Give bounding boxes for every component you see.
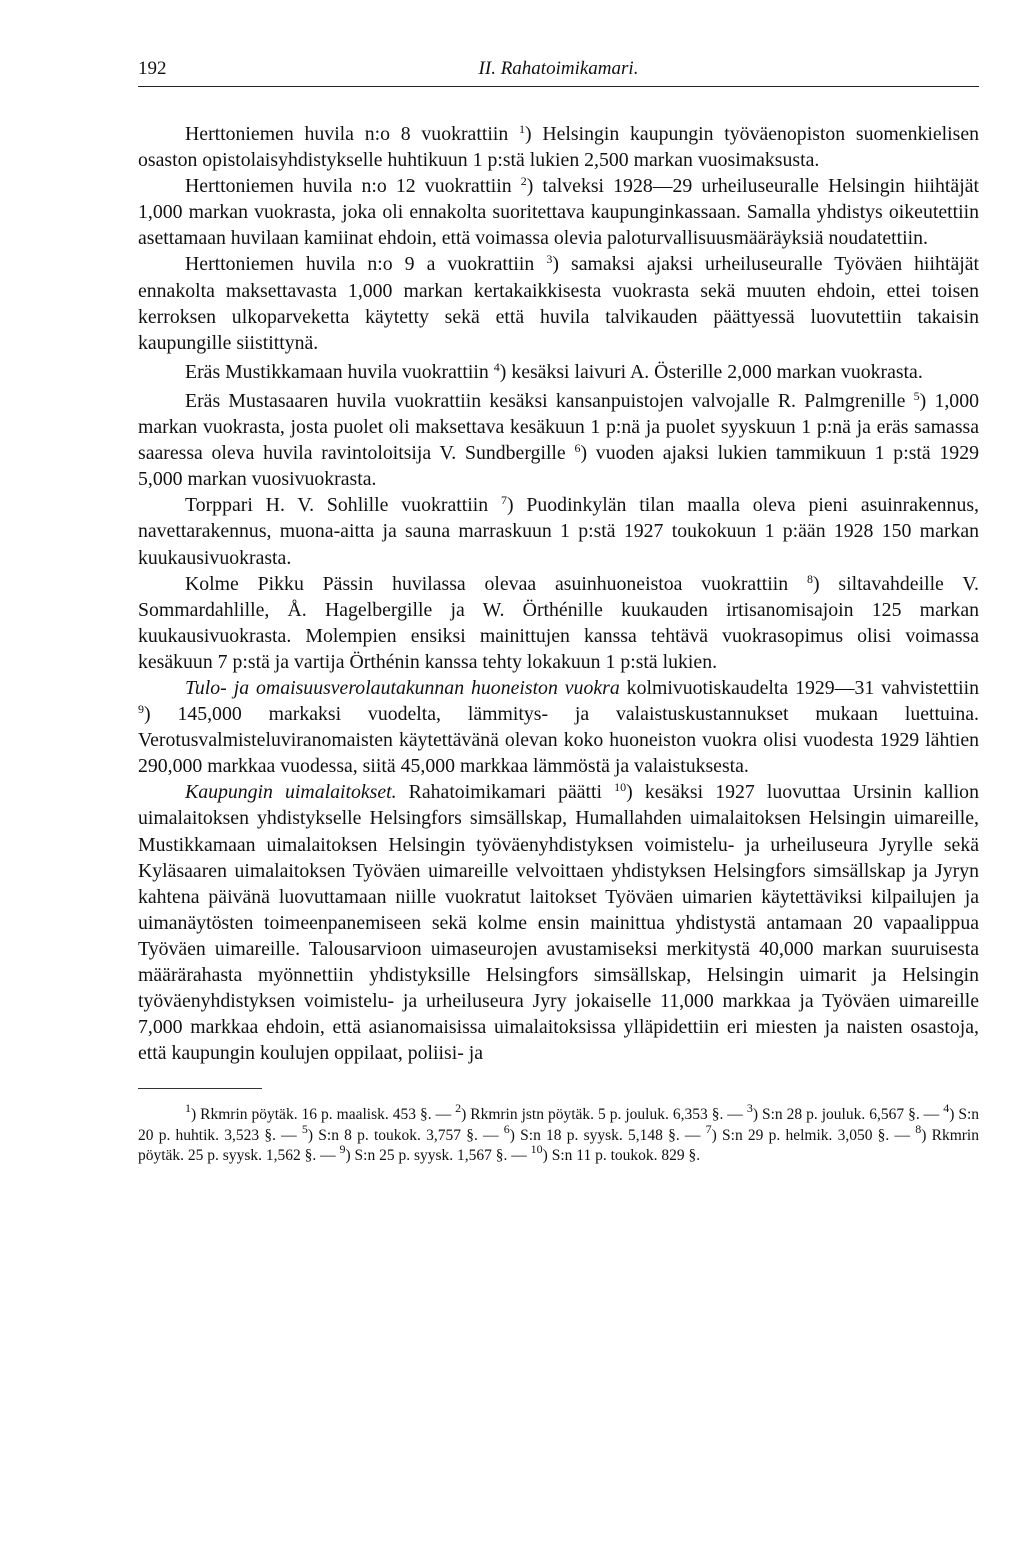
footnote-ref: 5 xyxy=(913,388,920,403)
footnote-text: S:n 20 p. huhtik. 3,523 §. — xyxy=(138,1106,980,1144)
footnote-number: 10 xyxy=(530,1142,543,1157)
footnote-ref: 2 xyxy=(520,174,527,189)
footnote-ref: 4 xyxy=(493,359,500,374)
footnote-ref: 1 xyxy=(518,122,525,136)
body-text xyxy=(138,121,979,1066)
paragraph: Eräs Mustasaaren huvila vuokrattiin kesäksi kansanpuistojen valvojalle R. Palmgrenille $^5$) 1,000 markan vuokrasta, josta puolet oli maksettava kesäkuun 1 p:nä ja puolet syyskuun 1 p:nä ja eräs samassa saaressa oleva huvila ravintoloitsija V. Sundbergille $^6$) vuoden ajaksi lukien tammikuun 1 p:stä 1929 5,000 markan vuosivuokrasta. xyxy=(138,388,979,491)
footnote-number: 3 xyxy=(746,1101,753,1116)
footnote-ref: 10 xyxy=(614,780,627,795)
footnote-number: 2 xyxy=(455,1101,462,1116)
footnote-text: S:n 25 p. syysk. 1,567 §. — xyxy=(354,1147,527,1165)
paragraph: Eräs Mustikkamaan huvila vuokrattiin $^4$) kesäksi laivuri A. Österille 2,000 markan vuokrasta. xyxy=(185,359,923,383)
footnote-number: 5 xyxy=(301,1121,308,1136)
paragraph: Tulo- ja omaisuusverolautakunnan huoneiston vuokra kolmivuotiskaudelta 1929—31 vahvistettiin $^9$) 145,000 markaksi vuodelta, lämmitys- ja valaistuskustannukset mukaan luettuina. Verotusvalmisteluviranomaisten käytettävänä olevan koko huoneiston vuokra olisi vuodesta 1929 lähtien 290,000 markkaa vuodessa, siitä 45,000 markkaa lämmöstä ja valaistuksesta. xyxy=(138,676,979,778)
footnote-text: S:n 18 p. syysk. 5,148 §. — xyxy=(520,1126,701,1144)
footnote-number: 1 xyxy=(185,1101,191,1116)
footnote-separator xyxy=(138,1088,262,1089)
footnote-text: Rkmrin pöytäk. 25 p. syysk. 1,562 §. — xyxy=(138,1126,979,1165)
paragraph: Herttoniemen huvila n:o 8 vuokrattiin $^1$) Helsingin kaupungin työväenopiston suomenkielisen osaston opistolaisyhdistykselle huhtikuun 1 p:stä lukien 2,500 markan vuosimaksusta. xyxy=(138,122,979,172)
page-header xyxy=(138,52,979,87)
paragraph: Herttoniemen huvila n:o 12 vuokrattiin $^2$) talveksi 1928—29 urheiluseuralle Helsingin hiihtäjät 1,000 markan vuokrasta, joka oli ennakolta suoritettava kaupunginkassaan. Samalla yhdistys oikeutettiin asettamaan huvilaan kamiinat ehdoin, että voimassa olevia paloturvallisuusmääräyksiä noudatettiin. xyxy=(138,174,979,250)
footnote-number: 8 xyxy=(915,1121,922,1136)
document-page xyxy=(138,52,979,1167)
footnote-text: S:n 29 p. helmik. 3,050 §. — xyxy=(722,1126,911,1144)
footnote-number: 6 xyxy=(503,1121,510,1136)
page-number: 192 xyxy=(138,58,167,79)
footnote-text: S:n 11 p. toukok. 829 §. xyxy=(551,1147,701,1165)
running-title: II. Rahatoimikamari. xyxy=(478,58,639,79)
footnote-text: S:n 28 p. jouluk. 6,567 §. — xyxy=(761,1106,940,1124)
footnote-text: Rkmrin jstn pöytäk. 5 p. jouluk. 6,353 §. — xyxy=(470,1106,743,1124)
footnote-number: 9 xyxy=(339,1142,346,1157)
footnotes: $^1$) Rkmrin pöytäk. 16 p. maalisk. 453 §. — $^2$) Rkmrin jstn pöytäk. 5 p. jouluk. 6,353 §. — $^3$) S:n 28 p. jouluk. 6,567 §. — $^4$) S:n 20 p. huhtik. 3,523 §. — $^5$) S:n 8 p. toukok. 3,757 §. — $^6$) S:n 18 p. syysk. 5,148 §. — $^7$) S:n 29 p. helmik. 3,050 §. — $^8$) Rkmrin pöytäk. 25 p. syysk. 1,562 §. — $^9$) S:n 25 p. syysk. 1,567 §. — $^{10}$) S:n 11 p. toukok. 829 §. xyxy=(138,1101,980,1165)
footnote-ref: 6 xyxy=(574,441,581,456)
section-heading: Tulo- ja omaisuusverolautakunnan huoneiston vuokra xyxy=(185,676,620,699)
footnote-ref: 3 xyxy=(546,252,553,267)
paragraph: Kolme Pikku Pässin huvilassa olevaa asuinhuoneistoa vuokrattiin $^8$) siltavahdeille V. Sommardahlille, Å. Hagelbergille ja W. Örthénille kuukauden irtisanomisajoin 125 markan kuukausivuokrasta. Molempien ensiksi mainittujen kanssa tehtävä vuokrasopimus olisi voimassa kesäkuun 7 p:stä ja vartija Örthénin kanssa tehty lokakuun 1 p:stä lukien. xyxy=(138,571,979,673)
footnote-ref: 8 xyxy=(806,571,813,586)
footnote-text: S:n 8 p. toukok. 3,757 §. — xyxy=(318,1126,499,1144)
paragraph: Kaupungin uimalaitokset. Rahatoimikamari päätti $^{10}$) kesäksi 1927 luovuttaa Ursinin kallion uimalaitoksen yhdistykselle Helsingfors simsällskap, Humallahden uimalaitoksen Helsingin uimareille, Mustikkamaan uimalaitoksen Helsingin työväenyhdistyksen voimistelu- ja urheiluseura Jyrylle sekä Kyläsaaren uimalaitoksen Työväen uimareille velvoittaen yhdistyksen Helsingfors simsällskap ja Jyryn kahtena päivänä luovuttamaan niille vuokratut laitokset Työväen uimarien käytettäviksi kilpailujen ja uimanäytösten toimeenpanemiseen sekä kolme ensin mainittua yhdistystä antamaan 20 vapaalippua Työväen uimareille. Talousarvioon uimaseurojen avustamiseksi merkitystä 40,000 markan suuruisesta määrärahasta myönnettiin yhdistyksille Helsingfors simsällskap, Helsingin uimarit ja Helsingin työväenyhdistyksen voimistelu- ja urheiluseura Jyry jokaiselle 11,000 markkaa ja Työväen uimareille 7,000 markkaa ehdoin, että asianomaisissa uimalaitoksissa ylläpidettiin eri miesten ja naisten osastoja, että kaupungin koulujen oppilaat, poliisi- ja xyxy=(138,780,979,1065)
footnote-number: 4 xyxy=(943,1101,950,1116)
footnote-ref: 9 xyxy=(138,702,144,717)
footnote-ref: 7 xyxy=(500,493,507,508)
paragraph: Herttoniemen huvila n:o 9 a vuokrattiin $^3$) samaksi ajaksi urheiluseuralle Työväen hiihtäjät ennakolta maksettavasta 1,000 markan kertakaikkisesta vuokrasta sekä muuten ehdoin, ettei toisen kerroksen ulkoparveketta käytetty sekä että huvila talvikauden päättyessä luovutettiin takaisin kaupungille siistittynä. xyxy=(138,252,979,354)
paragraph: Torppari H. V. Sohlille vuokrattiin $^7$) Puodinkylän tilan maalla oleva pieni asuinrakennus, navettarakennus, muona-aitta ja sauna marraskuun 1 p:stä 1927 toukokuun 1 p:ään 1928 150 markan kuukausivuokrasta. xyxy=(138,493,979,569)
section-heading: Kaupungin uimalaitokset. xyxy=(185,781,397,804)
footnote-text: Rkmrin pöytäk. 16 p. maalisk. 453 §. — xyxy=(200,1106,452,1124)
footnote-number: 7 xyxy=(705,1121,712,1136)
